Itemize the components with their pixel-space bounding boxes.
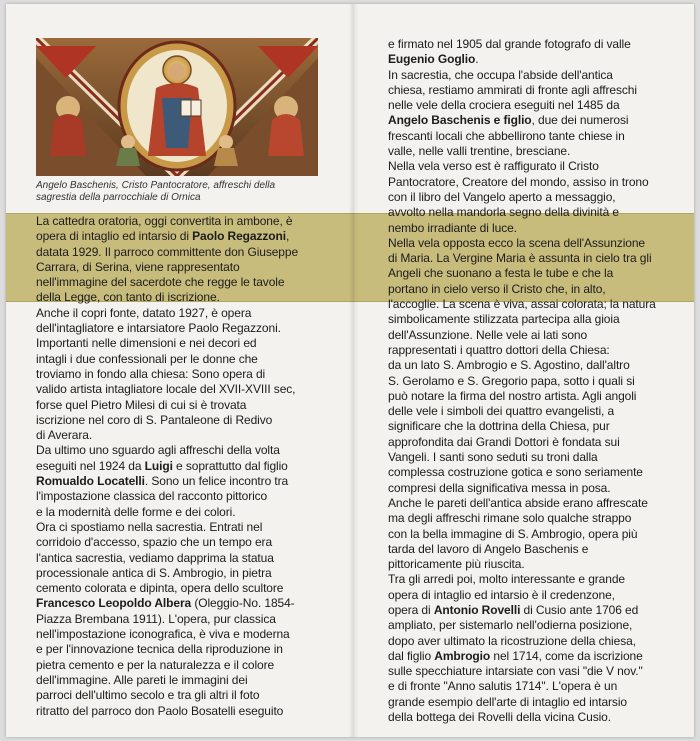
text-line	[388, 557, 656, 572]
fresco-photo	[36, 38, 318, 176]
text-line	[388, 450, 656, 465]
text-run: frescanti locali che abbellirono tante chiese in	[388, 128, 625, 143]
text-line	[388, 297, 656, 312]
text-run: e firmato nel 1905 dal grande fotografo di valle	[388, 37, 631, 51]
text-run: di Averara.	[36, 428, 93, 443]
text-line	[388, 374, 656, 389]
text-run: grande esempio dell'arte di intaglio ed intarsio	[388, 694, 627, 709]
text-run: con il libro del Vangelo aperto a messaggio,	[388, 189, 616, 204]
text-line	[36, 275, 298, 290]
text-run: opera di	[388, 602, 434, 617]
text-run: dal figlio	[388, 648, 435, 663]
text-line	[388, 527, 656, 542]
text-run: processionale antica di S. Ambrogio, in pietra	[36, 565, 272, 580]
text-run: l'antica sacrestia, vediamo dapprima la statua	[36, 550, 274, 565]
text-line	[388, 419, 656, 434]
text-line	[388, 358, 656, 373]
text-line	[388, 129, 656, 144]
text-line	[388, 695, 656, 710]
text-line	[36, 382, 298, 397]
text-line	[388, 649, 656, 664]
text-line	[36, 336, 298, 351]
text-run: compresi della significativa messa in posa.	[388, 480, 611, 495]
text-run: cemento colorata e dipinta, opera dello scultore	[36, 581, 284, 596]
text-run: Ora ci spostiamo nella sacrestia. Entrati nel	[36, 519, 263, 534]
text-run: pittoricamente più riuscita.	[388, 557, 525, 572]
text-line	[36, 642, 298, 657]
text-line	[388, 190, 656, 205]
text-run: Carrara, di Serina, viene rappresentato	[36, 259, 240, 274]
text-run: simbolicamente stilizzata partecipa alla gioia	[388, 312, 620, 327]
bold-name: Eugenio Goglio	[388, 52, 476, 67]
text-line	[36, 290, 298, 305]
text-run: Angeli che suonano a festa le tube e che la	[388, 266, 614, 281]
bold-name: Romualdo Locatelli	[36, 474, 145, 489]
text-run: l'accoglie. La scena è viva, assai colorata; la natura	[388, 297, 656, 312]
text-line	[388, 266, 656, 281]
text-line	[388, 221, 656, 236]
text-line	[36, 260, 298, 275]
text-run: e soprattutto dal figlio	[172, 458, 288, 473]
text-run: eseguiti nel 1924 da	[36, 458, 145, 473]
text-line	[388, 572, 656, 587]
bold-name: Antonio Rovelli	[433, 602, 521, 617]
figure-caption	[36, 180, 326, 204]
text-line	[388, 435, 656, 450]
text-line	[388, 68, 656, 83]
text-run: delle vele i simboli dei quattro evangelisti, a	[388, 404, 615, 419]
text-line	[36, 704, 298, 719]
text-line	[36, 245, 298, 260]
text-run: Anche il copri fonte, datato 1927, è opera	[36, 305, 252, 320]
text-run: parroci dell'ultimo secolo e tra gli altri il foto	[36, 688, 260, 703]
text-run: valido artista intagliatore locale del XVII-XVIII sec,	[36, 382, 296, 397]
text-line	[388, 98, 656, 113]
bold-name: Ambrogio	[434, 648, 491, 663]
text-line	[388, 710, 656, 725]
text-line	[388, 37, 656, 52]
text-line	[388, 679, 656, 694]
text-line	[36, 688, 298, 703]
text-line	[36, 306, 298, 321]
text-run: nelle vele della crociera eseguiti nel 1485 da	[388, 98, 620, 113]
text-run: ritratto del parroco don Paolo Bosatelli eseguito	[36, 703, 284, 718]
text-line	[388, 511, 656, 526]
text-line	[388, 236, 656, 251]
text-line	[36, 612, 298, 627]
text-run: Vangeli. I santi sono seduti su troni dalla	[388, 450, 598, 465]
text-run: Nella vela opposta ecco la scena dell'Assunzione	[388, 235, 645, 250]
text-run: Pantocratore, Creatore del mondo, assiso in trono	[388, 174, 649, 189]
bold-name: Paolo Regazzoni	[192, 229, 286, 244]
text-run: di Cusio ante 1706 ed	[520, 602, 639, 617]
text-run: Da ultimo uno sguardo agli affreschi della volta	[36, 443, 280, 458]
text-line	[36, 551, 298, 566]
text-run: da un lato S. Ambrogio e S. Agostino, dall'altro	[388, 358, 630, 373]
right-text-column	[388, 37, 656, 725]
text-run: nell'impostazione iconografica, è viva e moderna	[36, 627, 290, 642]
text-line	[36, 474, 298, 489]
text-line	[36, 229, 298, 244]
page-fold	[349, 4, 359, 737]
text-run: complessa costruzione gotica e sono seriamente	[388, 465, 643, 480]
text-run: tarda del lavoro di Angelo Baschenis e	[388, 541, 589, 556]
text-run: forse quel Pietro Milesi di cui si è trovata	[36, 397, 247, 412]
text-line	[388, 588, 656, 603]
text-run: Nella vela verso est è raffigurato il Cristo	[388, 159, 599, 174]
caption-line: sagrestia della parrocchiale di Ornica	[36, 192, 201, 203]
text-line	[36, 566, 298, 581]
text-line	[36, 428, 298, 443]
bold-name: Angelo Baschenis e figlio	[388, 113, 532, 128]
text-run: approfondita dai Grandi Dottori è fondata sui	[388, 434, 620, 449]
text-line	[388, 603, 656, 618]
text-run: Piazza Brembana 1911). L'opera, pur classica	[36, 611, 276, 626]
fresco-illustration	[36, 38, 318, 176]
text-run: S. Gerolamo e S. Gregorio papa, sotto i quali si	[388, 373, 635, 388]
text-line	[388, 634, 656, 649]
text-run: Anche le pareti dell'antica abside erano affrescate	[388, 495, 648, 510]
text-run: della Legge, con tanto di iscrizione.	[36, 290, 220, 305]
text-run: e la modernità delle forme e dei colori.	[36, 504, 236, 519]
text-line	[36, 535, 298, 550]
text-line	[36, 581, 298, 596]
text-run: sulle specchiature intarsiate con vasi "die V nov."	[388, 664, 643, 679]
text-run: dell'intagliatore e intarsiatore Paolo Regazzoni.	[36, 321, 281, 336]
brochure-page	[6, 4, 694, 737]
text-line	[388, 481, 656, 496]
text-run: dell'Assunzione. Nelle vele ai lati sono	[388, 327, 588, 342]
text-run: corridoio d'accesso, spazio che un tempo era	[36, 535, 273, 550]
text-run: Importanti nelle dimensioni e nei decori ed	[36, 336, 257, 351]
text-line	[388, 542, 656, 557]
text-run: ma degli affreschi rimane solo qualche strappo	[388, 511, 632, 526]
text-run: della bottega dei Rovelli della vicina Cusio.	[388, 710, 611, 725]
text-line	[388, 175, 656, 190]
text-run: . Sono un felice incontro tra	[144, 474, 289, 489]
left-text-column	[36, 214, 298, 719]
text-run: ampliato, per sistemarlo nell'odierna posizione,	[388, 618, 633, 633]
text-run: , due dei numerosi	[531, 113, 629, 128]
text-run: (Oleggio-No. 1854-	[191, 596, 295, 611]
text-run: e per l'innovazione tecnica della riproduzione in	[36, 642, 283, 657]
text-line	[388, 205, 656, 220]
text-line	[388, 312, 656, 327]
text-run: avvolto nella mandorla segno della divinità e	[388, 205, 619, 220]
text-line	[36, 321, 298, 336]
text-run: intagli i due confessionali per le donne che	[36, 351, 258, 366]
text-run: valle, nelle valli trentine, bresciane.	[388, 144, 571, 159]
text-run: chiesa, restiamo ammirati di fronte agli affreschi	[388, 82, 637, 97]
text-run: dopo aver ultimato la ricostruzione della chiesa,	[388, 633, 636, 648]
text-run: ,	[286, 229, 290, 244]
text-line	[36, 398, 298, 413]
caption-line: Angelo Baschenis, Cristo Pantocratore, affreschi della	[36, 180, 276, 191]
text-run: significare che la dottrina della Chiesa, pur	[388, 419, 610, 434]
text-line	[36, 596, 298, 611]
text-line	[388, 404, 656, 419]
bold-name: Luigi	[144, 458, 173, 473]
text-run: può notare la firma del nostro artista. Agli angoli	[388, 388, 637, 403]
text-line	[388, 343, 656, 358]
text-line	[388, 113, 656, 128]
text-line	[36, 658, 298, 673]
text-run: datata 1929. Il parroco committente don Giuseppe	[36, 244, 299, 259]
text-run: pietra cemento e per la naturalezza e il colore	[36, 657, 275, 672]
bold-name: Francesco Leopoldo Albera	[36, 596, 192, 611]
text-run: opera di intaglio ed intarsio è il credenzone,	[388, 587, 615, 602]
text-run: rappresentati i quattro dottori della Chiesa:	[388, 342, 610, 357]
text-run: portano in cielo verso il Cristo che, in alto,	[388, 281, 606, 296]
text-line	[388, 618, 656, 633]
text-line	[36, 505, 298, 520]
text-run: l'impostazione classica del racconto pittorico	[36, 489, 268, 504]
text-line	[388, 251, 656, 266]
text-line	[36, 459, 298, 474]
text-run: con la bella immagine di S. Ambrogio, opera più	[388, 526, 638, 541]
text-line	[36, 214, 298, 229]
text-line	[388, 389, 656, 404]
text-run: Tra gli arredi poi, molto interessante e grande	[388, 572, 625, 587]
text-line	[388, 328, 656, 343]
text-line	[388, 664, 656, 679]
text-line	[388, 83, 656, 98]
text-run: dell'immagine. Alle pareti le immagini dei	[36, 672, 248, 687]
text-line	[36, 627, 298, 642]
text-line	[36, 352, 298, 367]
text-line	[388, 496, 656, 511]
text-run: nell'immagine del sacerdote che regge le tavole	[36, 275, 285, 290]
text-line	[36, 367, 298, 382]
text-run: di Maria. La Vergine Maria è assunta in cielo tra gli	[388, 251, 652, 266]
text-run: iscrizione nel coro di S. Pantaleone di Redivo	[36, 412, 273, 427]
text-run: La cattedra oratoria, oggi convertita in ambone, è	[36, 214, 293, 228]
text-line	[36, 673, 298, 688]
text-line	[388, 282, 656, 297]
text-line	[388, 144, 656, 159]
text-run: nel 1714, come da iscrizione	[490, 648, 643, 663]
text-run: opera di intaglio ed intarsio di	[36, 229, 193, 244]
text-run: In sacrestia, che occupa l'abside dell'antica	[388, 67, 613, 82]
text-run: troviamo in fondo alla chiesa: Sono opera di	[36, 366, 266, 381]
text-line	[36, 489, 298, 504]
text-line	[36, 413, 298, 428]
text-run: nembo irradiante di luce.	[388, 220, 517, 235]
text-line	[388, 52, 656, 67]
text-line	[388, 159, 656, 174]
text-line	[388, 465, 656, 480]
text-run: e di fronte "Anno salutis 1714". L'opera è un	[388, 679, 618, 694]
text-line	[36, 443, 298, 458]
text-line	[36, 520, 298, 535]
text-run: .	[475, 52, 479, 67]
